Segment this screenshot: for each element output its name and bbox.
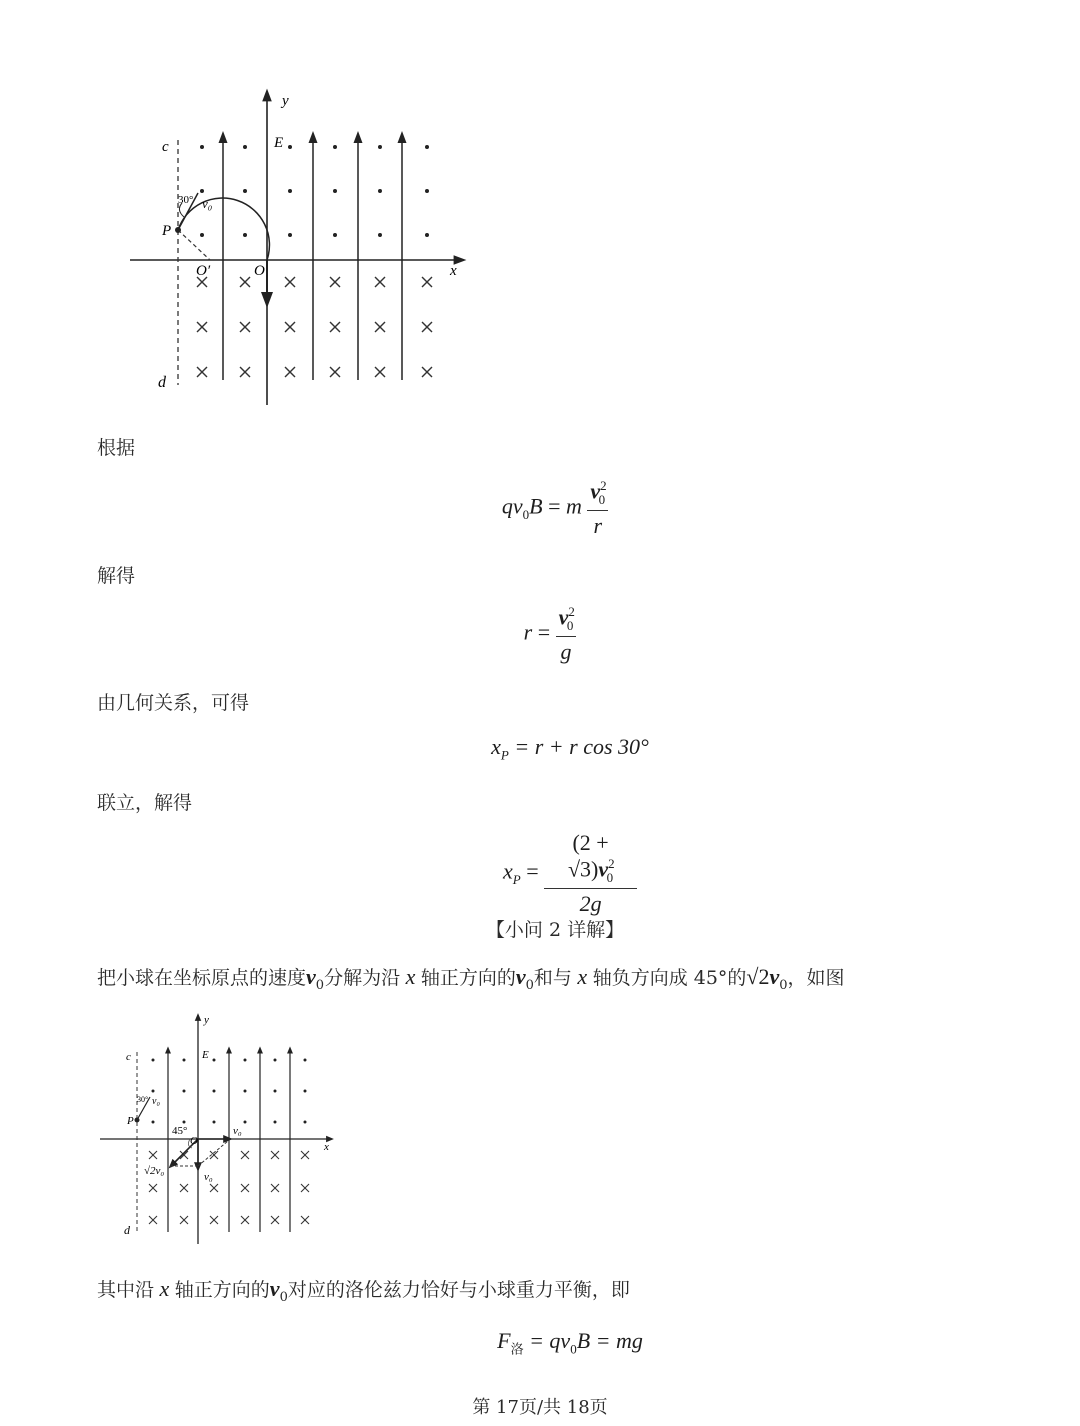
field-cross <box>271 1184 279 1192</box>
electric-field-lines <box>223 137 402 380</box>
field-cross <box>210 1216 218 1224</box>
fig2-label-v0-down: v₀ <box>204 1171 213 1183</box>
label-O-prime: O′ <box>196 263 211 279</box>
text-gen-ju: 根据 <box>97 437 136 459</box>
field-dot <box>288 233 292 237</box>
field-dot <box>213 1121 216 1124</box>
field-dot <box>333 189 337 193</box>
field-dot <box>244 1090 247 1093</box>
field-dot <box>378 189 382 193</box>
field-cross <box>330 277 340 287</box>
fig2-label-v0-right: v₀ <box>233 1125 242 1137</box>
field-cross <box>271 1151 279 1159</box>
figure-field-diagram-1 <box>130 85 480 415</box>
fig2-label-O: O <box>190 1135 198 1147</box>
field-cross <box>422 367 432 377</box>
field-cross <box>301 1151 309 1159</box>
field-dot <box>183 1059 186 1062</box>
field-dot <box>333 145 337 149</box>
field-cross <box>240 277 250 287</box>
field-dot <box>288 145 292 149</box>
label-E: E <box>274 135 284 151</box>
field-dot <box>274 1059 277 1062</box>
field-cross <box>422 322 432 332</box>
field-cross <box>271 1216 279 1224</box>
field-cross <box>241 1184 249 1192</box>
field-cross <box>330 367 340 377</box>
equation-force-balance: $F_洛 = qv_0B$ = mg <box>497 1328 643 1357</box>
field-dot <box>425 233 429 237</box>
field-dot <box>152 1090 155 1093</box>
field-cross <box>197 322 207 332</box>
field-dot <box>152 1059 155 1062</box>
fig2-label-sqrt2-v0: √2v₀ <box>144 1165 165 1177</box>
field-dot <box>213 1090 216 1093</box>
field-dot <box>243 189 247 193</box>
field-cross <box>180 1216 188 1224</box>
field-cross <box>285 322 295 332</box>
label-d: d <box>158 374 166 391</box>
fig2-label-angle45: 45° <box>172 1125 188 1137</box>
field-cross <box>240 322 250 332</box>
field-dot <box>200 233 204 237</box>
field-dot <box>425 189 429 193</box>
field-cross <box>285 367 295 377</box>
radius-dashed <box>178 230 210 260</box>
text-geometry: 由几何关系，可得 <box>97 692 250 714</box>
field-cross <box>330 322 340 332</box>
equation-radius: r = $\frac{v^2_0}{g}$ <box>523 604 575 664</box>
field-dot <box>304 1121 307 1124</box>
field-dot <box>244 1121 247 1124</box>
fig2-label-x: x <box>324 1141 329 1153</box>
label-P: P <box>162 223 172 239</box>
text-combine: 联立，解得 <box>97 792 193 814</box>
field-cross <box>241 1216 249 1224</box>
field-dot <box>425 145 429 149</box>
field-dot <box>274 1121 277 1124</box>
field-cross <box>301 1216 309 1224</box>
equation-xp-result: $x_P$ = $\frac{(2 + √3)v^2_0}{2g}$ <box>0 830 1080 917</box>
label-angle-30: 30° <box>178 194 194 206</box>
section-heading-q2: 【小问 2 详解】 <box>485 919 625 941</box>
point-P <box>175 227 181 233</box>
field-dot <box>378 233 382 237</box>
field-cross <box>241 1151 249 1159</box>
field-cross <box>149 1151 157 1159</box>
equation-lorentz-centripetal: $qv_0B = m$ $\frac{v^2_0}{r}$ <box>501 478 607 538</box>
label-y: y <box>282 93 289 109</box>
field-cross <box>240 367 250 377</box>
field-cross <box>210 1184 218 1192</box>
label-O: O <box>254 263 265 279</box>
field-cross <box>149 1216 157 1224</box>
field-cross <box>375 322 385 332</box>
field-dot <box>152 1121 155 1124</box>
magnetic-field-in-crosses <box>197 277 432 377</box>
field-dot <box>243 233 247 237</box>
field-dot <box>333 233 337 237</box>
field-dot <box>274 1090 277 1093</box>
field-cross <box>180 1184 188 1192</box>
magnetic-field-out-dots <box>200 145 429 237</box>
label-x: x <box>450 263 457 279</box>
equation-xp-geometry: $x_P = r + r$ cos 30° <box>491 734 649 763</box>
field-dot <box>200 145 204 149</box>
label-v0: v₀ <box>202 196 213 211</box>
fig2-label-d: d <box>124 1223 130 1237</box>
field-dot <box>378 145 382 149</box>
field-dot <box>183 1121 186 1124</box>
text-jie-de: 解得 <box>97 565 136 587</box>
field-dot <box>288 189 292 193</box>
field-cross <box>422 277 432 287</box>
figure-field-diagram-2 <box>100 1012 340 1250</box>
field-cross <box>301 1184 309 1192</box>
fig2-label-angle30: 30° <box>137 1095 149 1104</box>
field-dot <box>200 189 204 193</box>
field-cross <box>149 1184 157 1192</box>
field-dot <box>243 145 247 149</box>
text-velocity-decomposition: 把小球在坐标原点的速度$v_0$分解为沿 x 轴正方向的$v_0$和与 x 轴负方向成 45°的$√2v_0$，如图 <box>97 964 845 993</box>
page-footer: 第 17页/共 18页 <box>472 1397 608 1418</box>
fig2-label-c: c <box>126 1051 131 1063</box>
field-dot <box>304 1090 307 1093</box>
field-cross <box>375 277 385 287</box>
fig2-label-y: y <box>204 1014 209 1026</box>
fig2-label-P: P <box>127 1115 134 1127</box>
field-cross <box>285 277 295 287</box>
fig2-label-E: E <box>202 1049 209 1061</box>
fig2-label-v0-P: v₀ <box>152 1096 160 1107</box>
text-lorentz-balance: 其中沿 x 轴正方向的$v_0$对应的洛伦兹力恰好与小球重力平衡，即 <box>97 1276 630 1305</box>
label-c: c <box>162 139 169 155</box>
field-dot <box>304 1059 307 1062</box>
field-cross <box>197 367 207 377</box>
field-dot <box>183 1090 186 1093</box>
field-cross <box>375 367 385 377</box>
field-dot <box>213 1059 216 1062</box>
field-dot <box>244 1059 247 1062</box>
